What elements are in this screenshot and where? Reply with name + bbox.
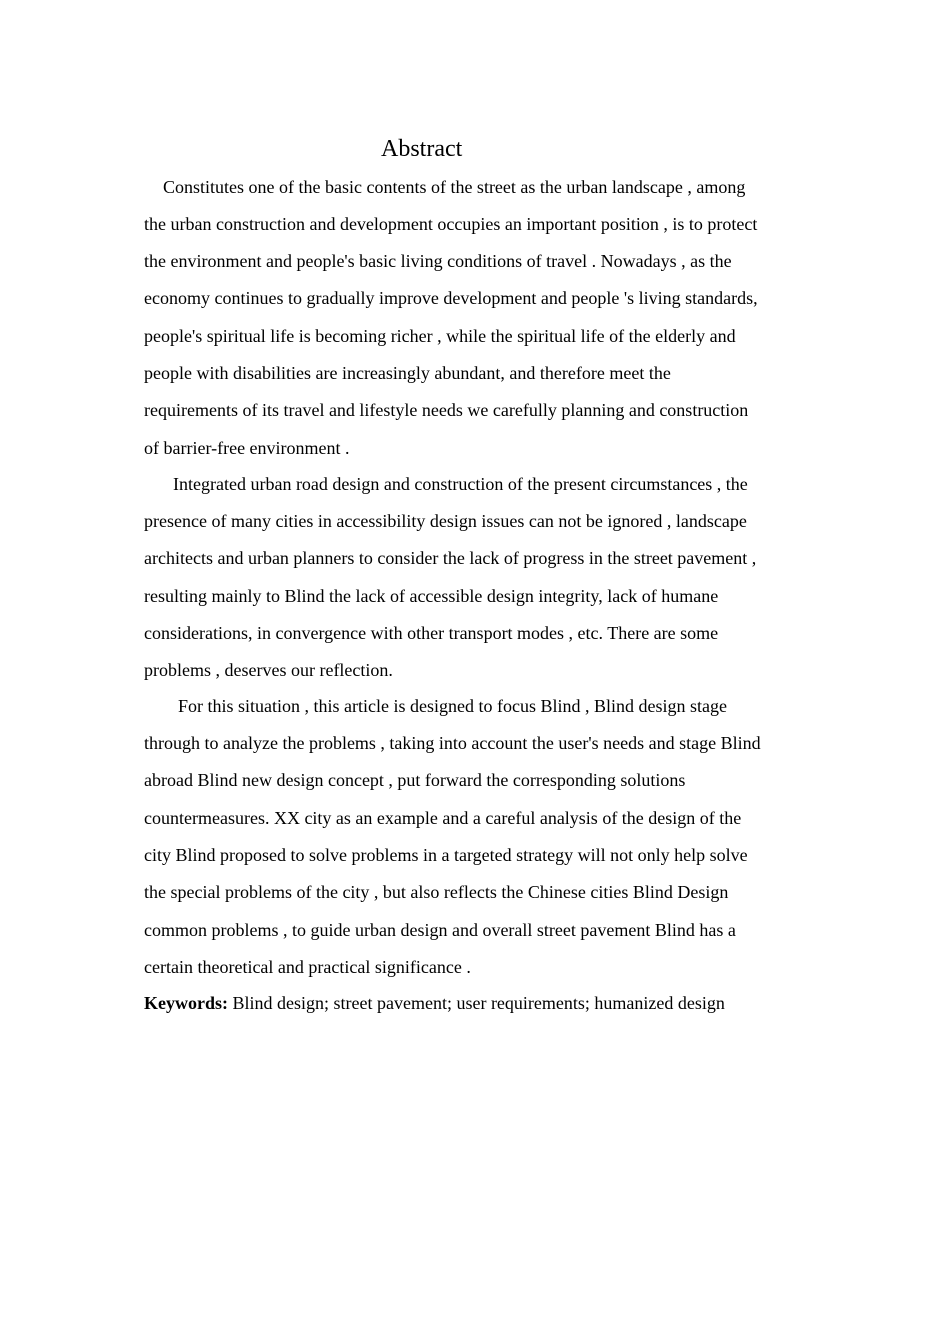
paragraph-3-line-6: the special problems of the city , but also reflects the Chinese cities Blind Design: [144, 882, 729, 902]
paragraph-3-line-5: city Blind proposed to solve problems in a targeted strategy will not only help solve: [144, 845, 748, 865]
keywords-text: Blind design; street pavement; user requirements; humanized design: [228, 993, 725, 1013]
paragraph-3-line-7: common problems , to guide urban design and overall street pavement Blind has a: [144, 920, 736, 940]
paragraph-1-line-1: Constitutes one of the basic contents of the street as the urban landscape , among: [163, 177, 746, 197]
paragraph-2-line-3: architects and urban planners to consider the lack of progress in the street pavement ,: [144, 548, 757, 568]
paragraph-1-line-2: the urban construction and development occupies an important position , is to protect: [144, 214, 758, 234]
paragraph-3-line-8: certain theoretical and practical significance .: [144, 957, 471, 977]
paragraph-3-line-1: For this situation , this article is designed to focus Blind , Blind design stage: [178, 696, 727, 716]
abstract-title: Abstract: [381, 136, 463, 162]
paragraph-1-line-7: requirements of its travel and lifestyle needs we carefully planning and construction: [144, 400, 749, 420]
paragraph-1-line-3: the environment and people's basic living conditions of travel . Nowadays , as the: [144, 251, 732, 271]
paragraph-2-line-2: presence of many cities in accessibility design issues can not be ignored , landscape: [144, 511, 747, 531]
paragraph-3-line-2: through to analyze the problems , taking into account the user's needs and stage Blind: [144, 733, 761, 753]
paragraph-1-line-5: people's spiritual life is becoming richer , while the spiritual life of the elderly and: [144, 326, 736, 346]
paragraph-3-line-3: abroad Blind new design concept , put forward the corresponding solutions: [144, 770, 686, 790]
paragraph-1-line-8: of barrier-free environment .: [144, 438, 350, 458]
paragraph-2-line-6: problems , deserves our reflection.: [144, 660, 393, 680]
paragraph-2-line-5: considerations, in convergence with other transport modes , etc. There are some: [144, 623, 719, 643]
paragraph-3-line-4: countermeasures. XX city as an example and a careful analysis of the design of the: [144, 808, 742, 828]
keywords-label: Keywords:: [144, 993, 228, 1013]
paragraph-2-line-1: Integrated urban road design and construction of the present circumstances , the: [173, 474, 748, 494]
paragraph-2-line-4: resulting mainly to Blind the lack of accessible design integrity, lack of humane: [144, 586, 719, 606]
paragraph-1-line-4: economy continues to gradually improve development and people 's living standards,: [144, 288, 758, 308]
keywords-line: [144, 991, 725, 1015]
paragraph-1-line-6: people with disabilities are increasingly abundant, and therefore meet the: [144, 363, 671, 383]
